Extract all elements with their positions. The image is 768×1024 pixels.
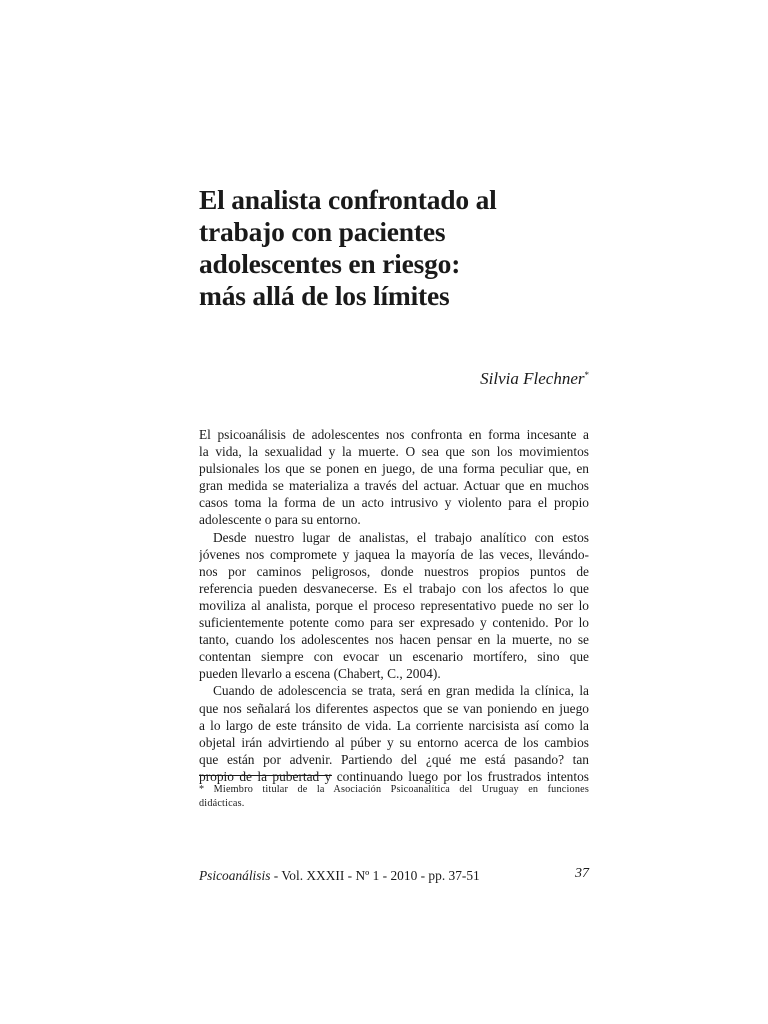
text-line: tanto, cuando los adolescentes nos hacen pensar en la muerte, no se	[199, 632, 589, 648]
article-title	[199, 184, 619, 312]
title-line: más allá de los límites	[199, 280, 450, 311]
paragraph	[199, 426, 589, 529]
text-line: El psicoanálisis de adolescentes nos confronta en forma incesante a	[199, 427, 589, 442]
text-line: a lo largo de este tránsito de vida. La corriente narcisista así como la	[199, 717, 589, 733]
page-footer	[199, 867, 589, 885]
text-line: contentan siempre con evocar un escenario mortífero, sino que	[199, 649, 589, 665]
text-line: gran medida se materializa a través del actuar. Actuar que en muchos	[199, 478, 589, 494]
journal-name: Psicoanálisis	[199, 868, 271, 883]
footnote	[199, 783, 589, 811]
text-line: pueden llevarlo a escena (Chabert, C., 2004).	[199, 666, 441, 682]
text-line: adolescente o para su entorno.	[199, 512, 361, 528]
footnote-divider	[199, 775, 332, 776]
page-number: 37	[575, 866, 589, 881]
title-line: El analista confrontado al	[199, 184, 497, 215]
text-line: Desde nuestro lugar de analistas, el trabajo analítico con estos	[213, 529, 589, 545]
title-line: trabajo con pacientes	[199, 216, 446, 247]
journal-citation: - Vol. XXXII - Nº 1 - 2010 - pp. 37-51	[270, 868, 480, 883]
text-line: pulsionales los que se ponen en juego, de una forma peculiar que, en	[199, 461, 589, 477]
paragraph	[199, 529, 589, 683]
text-line: Cuando de adolescencia se trata, será en gran medida la clínica, la	[213, 683, 589, 699]
text-line: referencia pueden desvanecerse. Es el trabajo con los afectos lo que	[199, 580, 589, 596]
footnote-line: * Miembro titular de la Asociación Psicoanalítica del Uruguay en funciones	[199, 784, 589, 795]
author-footnote-mark: *	[584, 370, 589, 380]
author-byline	[480, 364, 589, 390]
text-line: la vida, la sexualidad y la muerte. O sea que son los movimientos	[199, 444, 589, 460]
text-line: jóvenes nos compromete y jaquea la mayoría de las veces, llevándo-	[199, 546, 589, 562]
text-line: nos por caminos peligrosos, donde nuestros propios puntos de	[199, 563, 589, 579]
paragraph	[199, 682, 589, 785]
footnote-line: didácticas.	[199, 798, 245, 809]
text-line: propio de la pubertad y continuando luego por los frustrados intentos	[199, 768, 589, 784]
title-line: adolescentes en riesgo:	[199, 248, 461, 279]
author-name: Silvia Flechner	[480, 369, 585, 388]
text-line: que nos señalará los diferentes aspectos que se van poniendo en juego	[199, 700, 589, 716]
text-line: objetal irán advirtiendo al púber y su entorno acerca de los cambios	[199, 734, 589, 750]
text-line: que están por advenir. Partiendo del ¿qué me está pasando? tan	[199, 751, 589, 767]
text-line: moviliza al analista, porque el proceso representativo puede no ser lo	[199, 597, 589, 613]
text-line: suficientemente potente como para ser expresado y contenido. Por lo	[199, 615, 589, 631]
text-line: casos toma la forma de un acto intrusivo y violento para el propio	[199, 495, 589, 511]
article-body	[199, 426, 589, 785]
